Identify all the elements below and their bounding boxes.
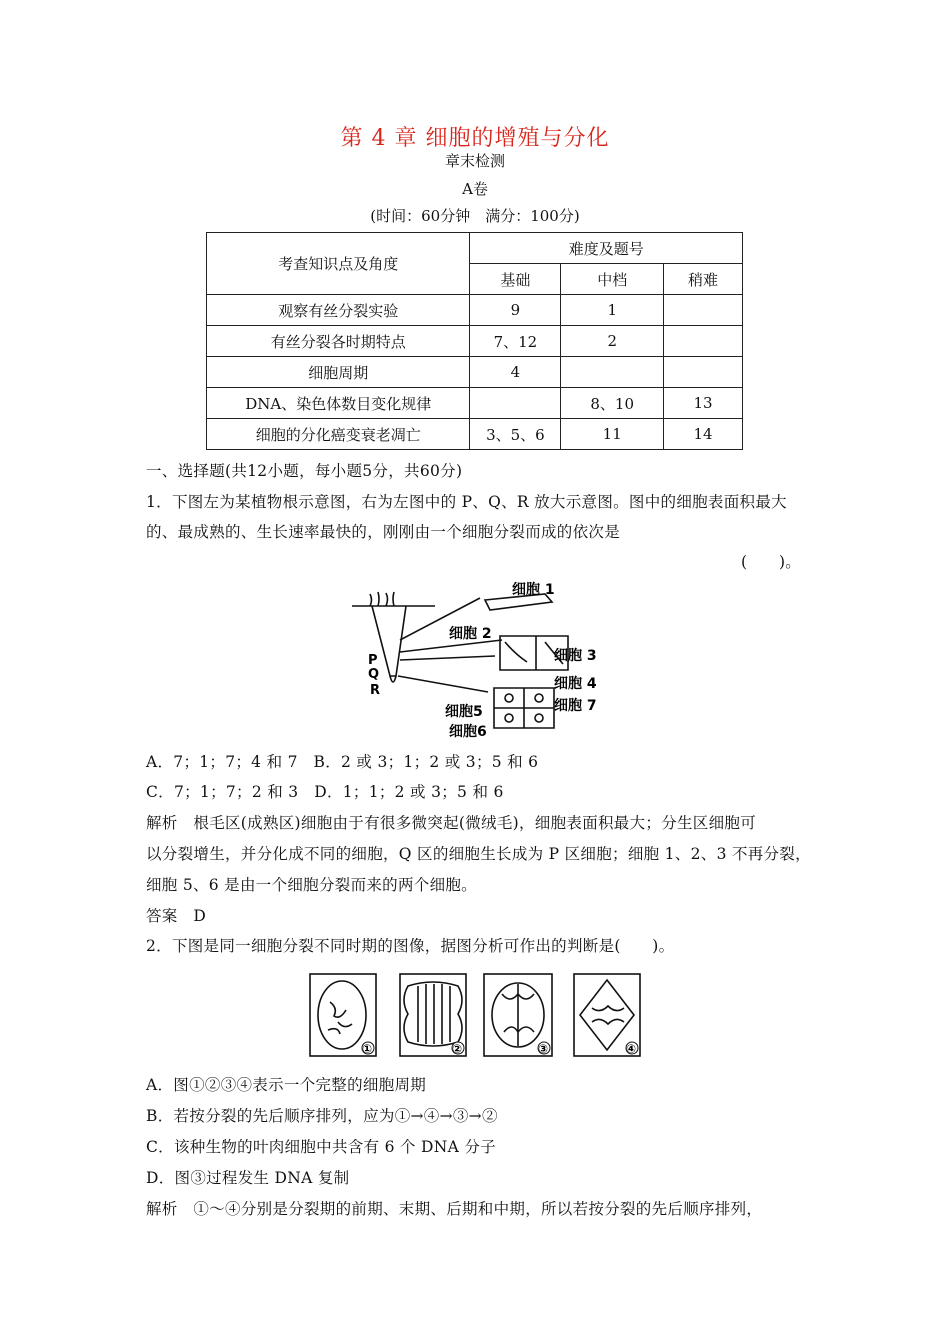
table-cell: 细胞的分化癌变衰老凋亡 [207,419,470,450]
q1-explanation-line1: 解析 根毛区(成熟区)细胞由于有很多微突起(微绒毛)，细胞表面积最大；分生区细胞可 [146,814,756,832]
q2-option-c: C．该种生物的叶肉细胞中共含有 6 个 DNA 分子 [146,1138,496,1156]
label-4: ④ [626,1042,637,1056]
table-cell: 7、12 [470,326,561,357]
table-cell: 细胞周期 [207,357,470,388]
table-row [207,295,743,326]
table-row [207,326,743,357]
q1-stem-line2: 的、最成熟的、生长速率最快的，刚刚由一个细胞分裂而成的依次是 [146,523,621,541]
chapter-subtitle: 章末检测 [444,152,505,170]
label-cell1: 细胞 1 [512,582,555,598]
table-cell: 8、10 [561,388,664,419]
label-cell6: 细胞6 [449,724,487,740]
label-Q: Q [368,667,380,682]
time-score-info: (时间：60分钟 满分：100分) [370,207,580,225]
q1-stem-line1: 1．下图左为某植物根示意图，右为左图中的 P、Q、R 放大示意图。图中的细胞表面积最大 [146,493,787,511]
label-cell7: 细胞 7 [554,698,597,714]
label-R: R [370,683,381,698]
col-header-hard: 稍难 [664,264,743,295]
table-cell: 观察有丝分裂实验 [207,295,470,326]
q1-explanation-line3: 细胞 5、6 是由一个细胞分裂而来的两个细胞。 [146,876,477,894]
col-header-topic: 考查知识点及角度 [207,233,470,295]
paper-label: A卷 [462,180,488,198]
table-cell: DNA、染色体数目变化规律 [207,388,470,419]
table-cell: 2 [561,326,664,357]
section-heading: 一、选择题(共12小题，每小题5分，共60分) [146,462,463,480]
table-row [207,388,743,419]
table-cell: 1 [561,295,664,326]
q1-options-cd: C．7；1；7；2 和 3 D．1；1；2 或 3；5 和 6 [146,783,504,801]
q2-option-b: B．若按分裂的先后顺序排列，应为①→④→③→② [146,1107,498,1125]
root-diagram [340,580,630,745]
table-cell: 3、5、6 [470,419,561,450]
label-cell2: 细胞 2 [449,626,492,642]
q1-answer-bracket: ( )。 [741,553,802,571]
table-cell: 有丝分裂各时期特点 [207,326,470,357]
label-2: ② [452,1042,463,1056]
table-cell: 13 [664,388,743,419]
q2-option-a: A．图①②③④表示一个完整的细胞周期 [146,1076,427,1094]
knowledge-table [206,232,743,450]
table-cell: 14 [664,419,743,450]
table-cell [664,295,743,326]
label-cell3: 细胞 3 [554,648,597,664]
col-header-difficulty: 难度及题号 [470,233,743,264]
label-P: P [368,653,378,668]
table-cell: 11 [561,419,664,450]
q2-option-d: D．图③过程发生 DNA 复制 [146,1169,350,1187]
q1-explanation-line2: 以分裂增生，并分化成不同的细胞，Q 区的细胞生长成为 P 区细胞；细胞 1、2、3 不再分裂， [146,845,811,863]
label-1: ① [362,1042,373,1056]
q1-answer: 答案 D [146,907,207,925]
col-header-basic: 基础 [470,264,561,295]
table-cell [664,326,743,357]
table-cell [664,357,743,388]
table-cell: 9 [470,295,561,326]
q2-explanation-line1: 解析 ①～④分别是分裂期的前期、末期、后期和中期，所以若按分裂的先后顺序排列， [146,1200,763,1218]
col-header-mid: 中档 [561,264,664,295]
q1-options-ab: A．7；1；7；4 和 7 B．2 或 3；1；2 或 3；5 和 6 [146,753,539,771]
mitosis-figure [308,972,644,1060]
table-row [207,357,743,388]
table-cell: 4 [470,357,561,388]
label-3: ③ [538,1042,549,1056]
chapter-title: 第 4 章 细胞的增殖与分化 [340,126,610,151]
label-cell4: 细胞 4 [554,676,597,692]
label-cell5: 细胞5 [445,704,483,720]
table-cell [470,388,561,419]
q2-stem: 2．下图是同一细胞分裂不同时期的图像，据图分析可作出的判断是( )。 [146,937,675,955]
table-cell [561,357,664,388]
table-row [207,419,743,450]
